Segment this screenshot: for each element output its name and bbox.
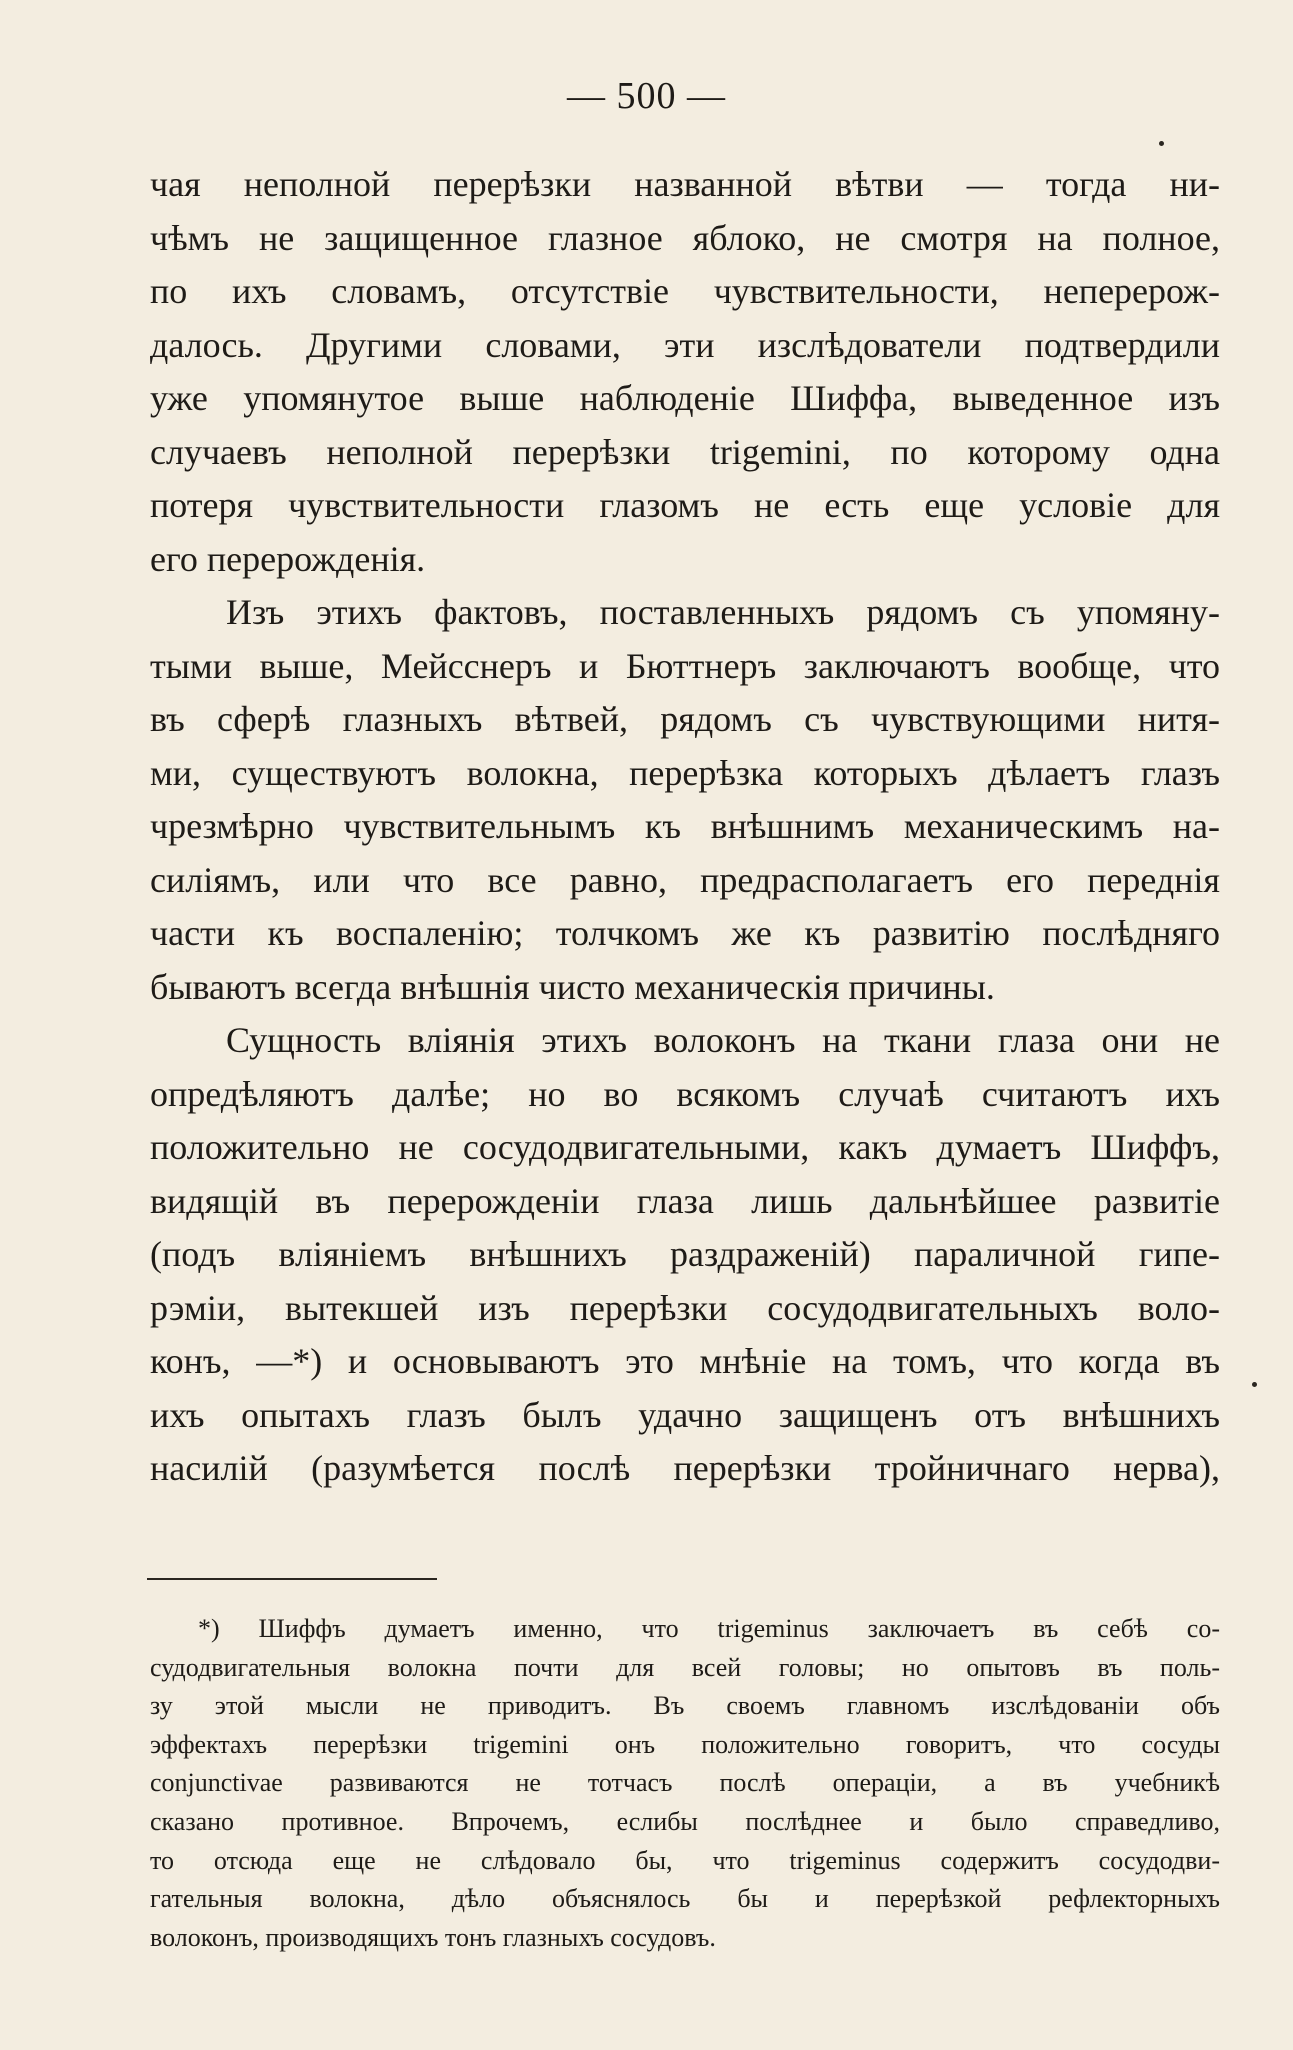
text-line: Изъ этихъ фактовъ, поставленныхъ рядомъ съ упомяну- bbox=[226, 592, 1220, 632]
text-line: опредѣляютъ далѣе; но во всякомъ случаѣ считаютъ ихъ bbox=[150, 1073, 1220, 1114]
text-line: рэміи, вытекшей изъ перерѣзки сосудодвигательныхъ воло- bbox=[150, 1287, 1220, 1328]
paragraph-1 bbox=[150, 158, 1220, 586]
text-line: видящій въ перерожденіи глаза лишь дальнѣйшее развитіе bbox=[150, 1180, 1220, 1221]
text-line: положительно не сосудодвигательными, какъ думаетъ Шиффъ, bbox=[150, 1127, 1220, 1167]
print-speck bbox=[1252, 1382, 1257, 1387]
footnote-line: эффектахъ перерѣзки trigemini онъ положительно говоритъ, что сосуды bbox=[150, 1729, 1220, 1759]
footnote-line: гательныя волокна, дѣло объяснялось бы и перерѣзкой рефлекторныхъ bbox=[150, 1884, 1220, 1914]
footnote-separator bbox=[147, 1578, 437, 1580]
footnote-line: conjunctivae развиваются не тотчасъ послѣ операціи, а въ учебникѣ bbox=[150, 1768, 1220, 1798]
text-line: въ сферѣ глазныхъ вѣтвей, рядомъ съ чувствующими нитя- bbox=[150, 699, 1220, 739]
text-line: тыми выше, Мейсснеръ и Бюттнеръ заключаютъ вообще, что bbox=[150, 645, 1220, 686]
print-speck bbox=[1159, 141, 1164, 146]
main-text bbox=[150, 158, 1220, 1496]
text-line: потеря чувствительности глазомъ не есть еще условіе для bbox=[150, 485, 1220, 525]
text-line: насилій (разумѣется послѣ перерѣзки тройничнаго нерва), bbox=[150, 1448, 1220, 1488]
footnote-line: *) Шиффъ думаетъ именно, что trigeminus заключаетъ въ себѣ со- bbox=[198, 1614, 1220, 1643]
text-line: силіямъ, или что все равно, предрасполагаетъ его переднія bbox=[150, 859, 1220, 900]
text-line: чѣмъ не защищенное глазное яблоко, не смотря на полное, bbox=[150, 217, 1220, 258]
footnote-line: зу этой мысли не приводитъ. Въ своемъ главномъ изслѣдованіи объ bbox=[150, 1691, 1220, 1721]
paragraph-3 bbox=[150, 1014, 1220, 1496]
text-line: ихъ опытахъ глазъ былъ удачно защищенъ отъ внѣшнихъ bbox=[150, 1394, 1220, 1435]
text-line: по ихъ словамъ, отсутствіе чувствительности, неперерож- bbox=[150, 271, 1220, 311]
footnote-line: то отсюда еще не слѣдовало бы, что trigeminus содержитъ сосудодви- bbox=[150, 1845, 1220, 1875]
text-line: бываютъ всегда внѣшнія чисто механическія причины. bbox=[150, 966, 995, 1007]
text-line: чрезмѣрно чувствительнымъ къ внѣшнимъ механическимъ на- bbox=[150, 806, 1220, 846]
text-line: его перерожденія. bbox=[150, 538, 426, 579]
footnote bbox=[150, 1610, 1220, 1957]
footnote-line: сказано противное. Впрочемъ, еслибы послѣднее и было справедливо, bbox=[150, 1806, 1220, 1836]
footnote-line: волоконъ, производящихъ тонъ глазныхъ сосудовъ. bbox=[150, 1922, 716, 1952]
text-line: части къ воспаленію; толчкомъ же къ развитію послѣдняго bbox=[150, 913, 1220, 953]
footnote-line: судодвигательныя волокна почти для всей головы; но опытовъ въ поль- bbox=[150, 1652, 1220, 1682]
text-line: (подъ вліяніемъ внѣшнихъ раздраженій) параличной гипе- bbox=[150, 1234, 1220, 1274]
page-number: — 500 — bbox=[567, 75, 726, 117]
text-line: далось. Другими словами, эти изслѣдователи подтвердили bbox=[150, 324, 1220, 365]
paragraph-2 bbox=[150, 586, 1220, 1014]
text-line: случаевъ неполной перерѣзки trigemini, по которому одна bbox=[150, 431, 1220, 472]
text-line: Сущность вліянія этихъ волоконъ на ткани глаза они не bbox=[226, 1020, 1220, 1060]
text-line: чая неполной перерѣзки названной вѣтви — тогда ни- bbox=[150, 164, 1220, 204]
text-line: конъ, —*) и основываютъ это мнѣніе на томъ, что когда въ bbox=[150, 1341, 1220, 1381]
text-line: уже упомянутое выше наблюденіе Шиффа, выведенное изъ bbox=[150, 378, 1220, 418]
text-line: ми, существуютъ волокна, перерѣзка которыхъ дѣлаетъ глазъ bbox=[150, 752, 1220, 793]
